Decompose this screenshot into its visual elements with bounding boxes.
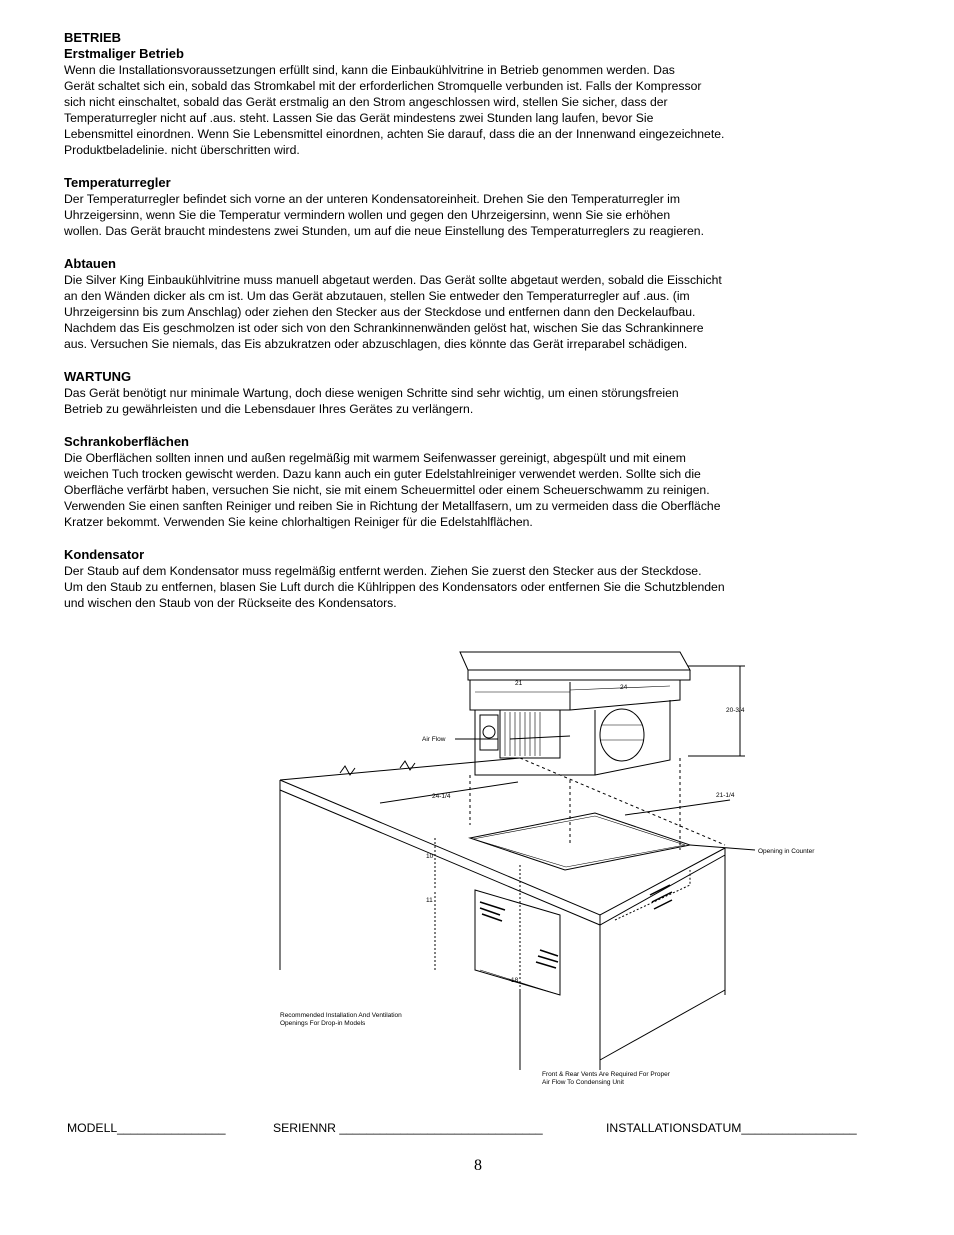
label-10: 10	[426, 853, 434, 860]
dimension-21-1-4	[625, 800, 730, 815]
counter-front-edge	[280, 780, 725, 915]
label-recommended-line2: Openings For Drop-in Models	[280, 1020, 366, 1027]
label-21-1-4: 21-1/4	[716, 792, 735, 799]
counter-back-edge	[280, 758, 520, 780]
installation-diagram	[270, 640, 870, 1100]
label-vents-line1: Front & Rear Vents Are Required For Proper	[542, 1071, 670, 1078]
temperaturregler-text: Der Temperaturregler befindet sich vorne an der unteren Kondensatoreinheit. Drehen Sie den Temperaturregler im Uhrzeigersinn, wenn Sie die Temperatur vermindern wollen und gegen den Uhrzeigersinn, wenn Sie sie erhöhen wollen. Das Gerät braucht mindestens zwei Stunden, um auf die neue Einstellung des Temperaturreglers zu reagieren.	[64, 192, 704, 238]
kondensator-heading: Kondensator	[64, 547, 145, 562]
installation-drawing	[270, 640, 870, 1100]
side-vent-opening	[650, 885, 672, 909]
seriennr-field: SERIENNR ______________________________	[273, 1121, 543, 1135]
form-footer	[67, 1121, 907, 1137]
compressor	[600, 709, 644, 761]
label-24-1-4: 24-1/4	[432, 793, 451, 800]
modell-field: MODELL________________	[67, 1121, 226, 1135]
label-20-3-4: 20-3/4	[726, 707, 745, 714]
condenser-fins	[505, 712, 540, 756]
unit-lid	[460, 652, 690, 670]
section-schrankoberflaechen	[64, 434, 844, 530]
abtauen-heading: Abtauen	[64, 256, 116, 271]
section-temperaturregler	[64, 175, 844, 239]
section-kondensator	[64, 547, 844, 611]
condensing-unit-right	[595, 700, 670, 775]
label-recommended-line1: Recommended Installation And Ventilation	[280, 1012, 402, 1019]
label-24: 24	[620, 684, 628, 691]
label-11: 11	[426, 897, 433, 904]
section-abtauen	[64, 256, 844, 352]
schrankoberflaechen-heading: Schrankoberflächen	[64, 434, 189, 449]
wartung-heading: WARTUNG	[64, 369, 132, 384]
label-air-flow: Air Flow	[422, 736, 446, 743]
label-18: 18	[511, 977, 519, 984]
counter-opening	[470, 813, 690, 870]
section-wartung	[64, 369, 844, 417]
kondensator-text: Der Staub auf dem Kondensator muss regelmäßig entfernt werden. Ziehen Sie zuerst den Stecker aus der Steckdose. Um den Staub zu entfernen, blasen Sie Luft durch die Kühlrippen des Kondensators oder entfernen Sie die Schutzblenden und wischen den Staub von der Rückseite des Kondensators.	[64, 564, 725, 610]
document-body	[64, 30, 844, 628]
fan-icon	[483, 726, 495, 738]
wartung-text: Das Gerät benötigt nur minimale Wartung, doch diese wenigen Schritte sind sehr wichtig, um einen störungsfreien Betrieb zu gewährleisten und die Lebensdauer Ihres Gerätes zu verlängern.	[64, 386, 679, 416]
abtauen-text: Die Silver King Einbaukühlvitrine muss manuell abgetaut werden. Das Gerät sollte abgetaut werden, sobald die Eisschicht an den Wänden dicker als cm ist. Um das Gerät abzutauen, stellen Sie entweder den Temperaturregler auf .aus. (im Uhrzeigersinn bis zum Anschlag) oder ziehen den Stecker aus der Steckdose und entfernen dann den Deckelaufbau. Nachdem das Eis geschmolzen ist oder sich von den Schrankinnenwänden gelöst hat, wischen Sie das Schrankinnere aus. Versuchen Sie niemals, das Eis abzukratzen oder abzuschlagen, dies könnte das Gerät irreparabel schädigen.	[64, 273, 722, 351]
installationsdatum-field: INSTALLATIONSDATUM_________________	[606, 1121, 857, 1135]
page-number: 8	[474, 1157, 482, 1174]
erstmaliger-betrieb-text: Wenn die Installationsvoraussetzungen erfüllt sind, kann die Einbaukühlvitrine in Betrieb genommen werden. Das Gerät schaltet sich ein, sobald das Stromkabel mit der erforderlichen Stromquelle verbunden ist. Falls der Kompressor sich nicht einschaltet, sobald das Gerät erstmalig an den Strom angeschlossen wird, stellen Sie sicher, dass der Temperaturregler nicht auf .aus. steht. Lassen Sie das Gerät mindestens zwei Stunden lang laufen, bevor Sie Lebensmittel einordnen. Wenn Sie Lebensmittel einordnen, achten Sie darauf, dass die an der Innenwand eingezeichnete. Produktbeladelinie. nicht überschritten wird.	[64, 63, 725, 157]
temperaturregler-heading: Temperaturregler	[64, 175, 171, 190]
unit-lid-front	[468, 670, 690, 680]
schrankoberflaechen-text: Die Oberflächen sollten innen und außen regelmäßig mit warmem Seifenwasser gereinigt, abgespült und mit einem weichen Tuch trocken gewischt werden. Dazu kann auch ein guter Edelstahlreiniger verwendet werden. Sollte sich die Oberfläche verfärbt haben, versuchen Sie nicht, sie mit einem Scheuermittel oder einem Scheuerschwamm zu reinigen. Verwenden Sie einen sanften Reiniger und reiben Sie in Richtung der Metallfasern, um zu vermeiden dass die Oberfläche Kratzer bekommt. Verwenden Sie keine chlorhaltigen Reiniger für die Edelstahlflächen.	[64, 451, 721, 529]
label-opening-in-counter: Opening in Counter	[758, 848, 815, 855]
label-vents-line2: Air Flow To Condensing Unit	[542, 1079, 624, 1086]
section-erstmaliger-betrieb	[64, 46, 844, 158]
erstmaliger-betrieb-heading: Erstmaliger Betrieb	[64, 46, 184, 61]
label-21: 21	[515, 680, 523, 687]
betrieb-heading: BETRIEB	[64, 30, 122, 45]
unit-housing-top	[470, 680, 680, 710]
